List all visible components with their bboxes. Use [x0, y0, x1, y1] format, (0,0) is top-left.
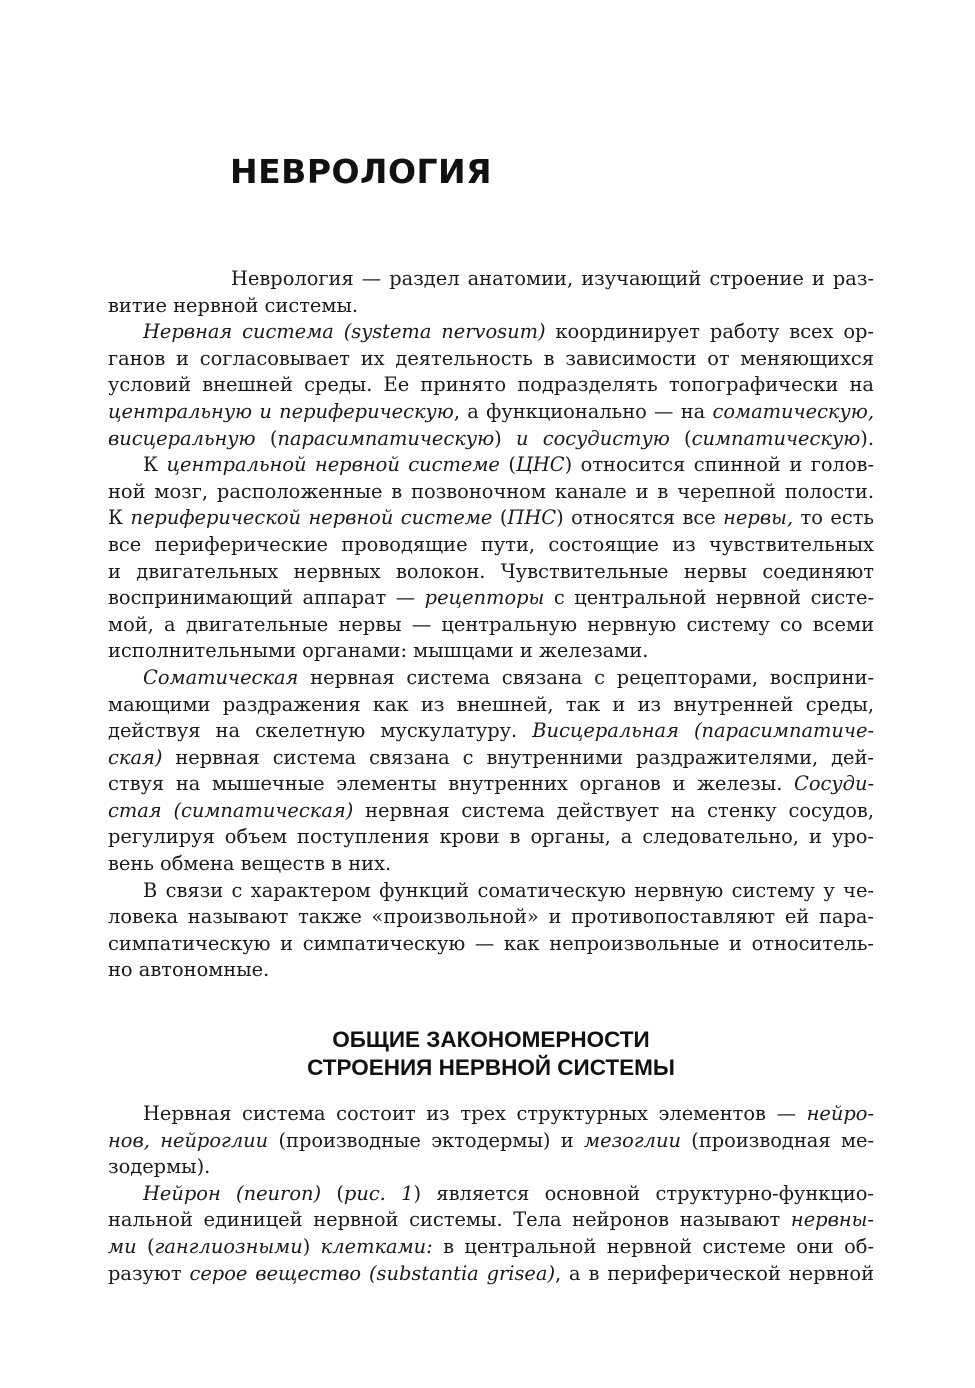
paragraph-line: но автономные. [108, 958, 270, 982]
term-italic: и сосудистую [516, 426, 670, 450]
paragraph-line: все периферические проводящие пути, состоящие из чувствительных [108, 532, 874, 556]
text-run: с центральной нервной систе- [544, 586, 874, 610]
text-run: ( [255, 426, 278, 450]
paragraph-line: исполнительными органами: мышцами и железами. [108, 639, 649, 663]
term-italic: серое вещество (substantia grisea) [189, 1261, 556, 1285]
term-italic: висцеральную [108, 426, 256, 450]
paragraph-line: ганов и согласовывает их деятельность в зависимости от меняющихся [108, 346, 874, 370]
text-run: (производные эктодермы) и [268, 1128, 585, 1152]
term-italic: парасимпатическую [277, 426, 495, 450]
section-title [108, 1026, 874, 1082]
text-run: нервная система связана с рецепторами, восприни- [298, 665, 874, 689]
text-run: координирует работу всех ор- [545, 320, 874, 344]
text-run: то есть [793, 506, 874, 530]
paragraph-line [108, 1261, 874, 1288]
term-italic: ПНС [507, 506, 557, 530]
paragraph-line [108, 399, 874, 426]
term-italic: симпатическую [691, 426, 861, 450]
text-run: ( [492, 506, 508, 530]
paragraph-line: витие нервной системы. [108, 293, 359, 317]
paragraph-line: условий внешней среды. Ее принято подразделять топографически на [108, 373, 874, 397]
term-italic: мезоглии [584, 1128, 681, 1152]
paragraph-line: В связи с характером функций соматическую нервную систему у че- [143, 878, 874, 902]
term-italic: Соматическая [143, 665, 299, 689]
section-title-line: СТРОЕНИЯ НЕРВНОЙ СИСТЕМЫ [307, 1055, 675, 1080]
paragraph-line: и двигательных нервных волокон. Чувствительные нервы соединяют [108, 559, 874, 583]
paragraph-line [108, 426, 874, 453]
text-run: в центральной нервной системе они об- [432, 1234, 875, 1258]
chapter-title: НЕВРОЛОГИЯ [230, 152, 493, 191]
figure-reference: рис. 1 [343, 1181, 414, 1205]
text-run: ствуя на мышечные элементы внутренних органов и железы. [108, 772, 795, 796]
paragraph-line [108, 319, 874, 346]
text-run: ) [302, 1234, 321, 1258]
text-run: нервная система действует на стенку сосудов, [353, 798, 874, 822]
paragraph-line [108, 771, 874, 798]
text-run: ) относятся все [556, 506, 724, 530]
term-italic: клетками: [320, 1234, 433, 1258]
text-run: ( [321, 1181, 344, 1205]
term-italic: ми [108, 1234, 137, 1258]
term-italic: нервы, [723, 506, 794, 530]
paragraph-line [108, 718, 874, 745]
paragraph-line: симпатическую и симпатическую — как непроизвольные и относитель- [108, 931, 874, 955]
paragraph-line [108, 798, 874, 825]
text-run: разуют [108, 1261, 190, 1285]
text-run: , а функционально — на [453, 399, 713, 423]
term-italic: центральной нервной системе [166, 453, 500, 477]
term-italic: Нейрон (neuron) [143, 1181, 322, 1205]
section-title-line: ОБЩИЕ ЗАКОНОМЕРНОСТИ [332, 1027, 650, 1052]
text-run: (производная ме- [680, 1128, 874, 1152]
text-run: ( [499, 453, 516, 477]
term-italic: ЦНС [515, 453, 565, 477]
text-run: ( [136, 1234, 155, 1258]
paragraph-line [108, 1234, 874, 1261]
paragraph-line [108, 452, 874, 479]
text-run: ) [494, 426, 516, 450]
paragraph-line [108, 665, 874, 692]
paragraph-line [108, 1101, 874, 1128]
term-italic: нов, нейроглии [108, 1128, 269, 1152]
term-italic: стая (симпатическая) [108, 798, 354, 822]
paragraph-line: Неврология — раздел анатомии, изучающий строение и раз- [231, 267, 874, 290]
paragraph-line [108, 1181, 874, 1208]
paragraph-line [108, 1207, 874, 1234]
paragraph-line [108, 505, 874, 532]
paragraph-line: мающими раздражения как из внешней, так и из внутренней среды, [108, 692, 874, 716]
term-italic: ская) [108, 745, 163, 769]
text-run: воспринимающий аппарат — [108, 586, 425, 610]
chapter-intro-text [108, 266, 874, 984]
term-italic: Висцеральная (парасимпатиче- [532, 719, 874, 743]
paragraph-line: зодермы). [108, 1155, 211, 1179]
paragraph-line: вень обмена веществ в них. [108, 852, 392, 876]
term-italic: центральную и периферическую [108, 399, 454, 423]
section-body-text [108, 1101, 874, 1287]
text-run: действуя на скелетную мускулатуру. [108, 719, 533, 743]
text-run: Нервная система состоит из трех структурных элементов — [143, 1102, 807, 1125]
term-italic: Нервная система (systema nervosum) [143, 320, 546, 344]
paragraph-line: ловека называют также «произвольной» и противопоставляют ей пара- [108, 905, 874, 929]
text-run: ). [860, 426, 875, 450]
term-italic: нейро- [806, 1102, 874, 1125]
text-run: ( [669, 426, 692, 450]
paragraph-line: ной мозг, расположенные в позвоночном канале и в черепной полости. [108, 479, 874, 503]
term-italic: периферической нервной системе [130, 506, 493, 530]
paragraph-line [108, 1128, 874, 1155]
text-run: ) является основной структурно-функцио- [413, 1181, 874, 1205]
paragraph-line: регулируя объем поступления крови в органы, а следовательно, и уро- [108, 825, 874, 849]
text-run: К [143, 453, 167, 477]
text-run: , а в периферической нервной [555, 1261, 874, 1285]
term-italic: Сосуди- [794, 772, 874, 796]
text-run: нальной единицей нервной системы. Тела нейронов называют [108, 1208, 791, 1232]
paragraph-line: мой, а двигательные нервы — центральную нервную систему со всеми [108, 612, 874, 636]
text-run: ) относится спинной и голов- [564, 453, 875, 477]
paragraph-line [108, 745, 874, 772]
term-italic: соматическую, [712, 399, 874, 423]
text-run: К [108, 506, 131, 530]
paragraph-line [108, 585, 874, 612]
term-italic: ганглиозными [154, 1234, 303, 1258]
term-italic: нервны- [790, 1208, 874, 1232]
term-italic: рецепторы [424, 586, 545, 610]
text-run: нервная система связана с внутренними раздражителями, дей- [162, 745, 874, 769]
